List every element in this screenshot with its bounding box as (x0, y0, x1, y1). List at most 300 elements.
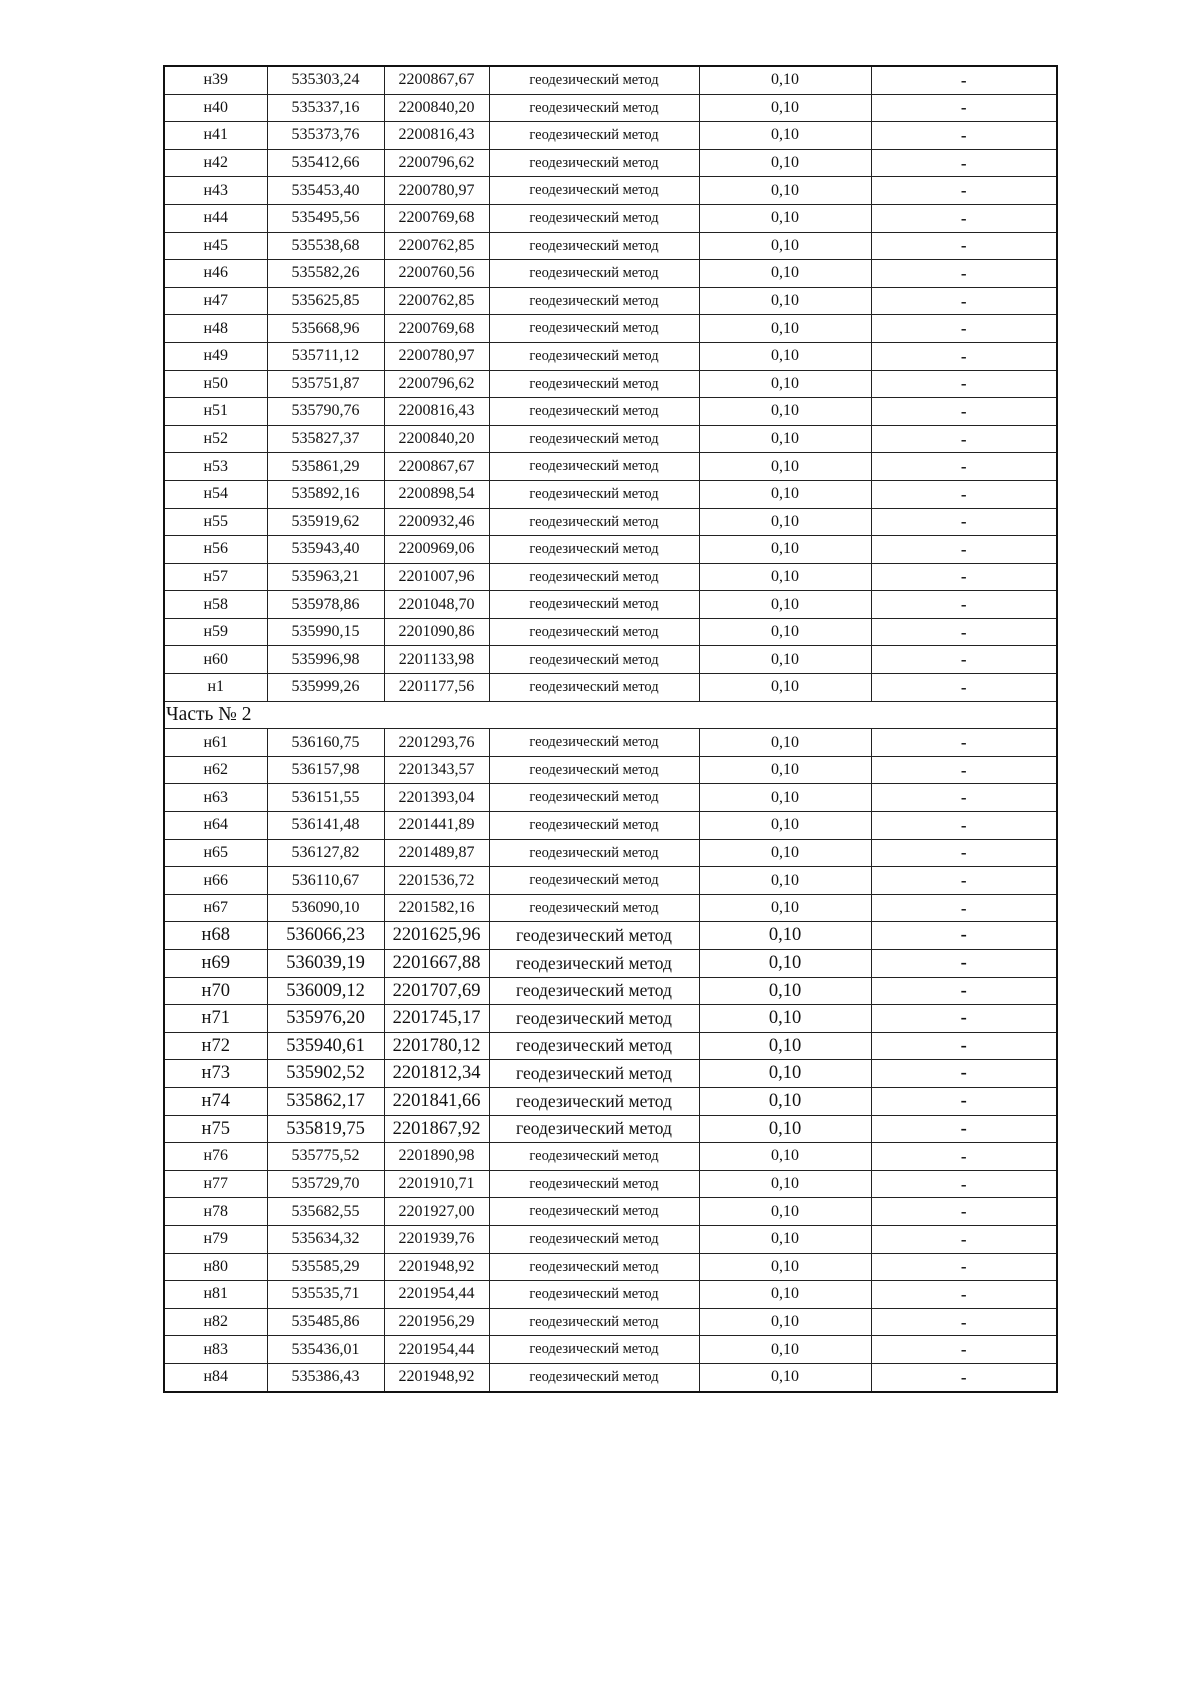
y-coordinate-cell: 2201939,76 (384, 1225, 489, 1253)
method-cell: геодезический метод (489, 867, 699, 895)
note-cell: - (871, 1143, 1057, 1171)
precision-cell: 0,10 (699, 784, 871, 812)
table-row (164, 1060, 1057, 1088)
y-coordinate-cell: 2201910,71 (384, 1170, 489, 1198)
method-cell: геодезический метод (489, 922, 699, 950)
precision-cell: 0,10 (699, 1143, 871, 1171)
x-coordinate-cell: 535976,20 (267, 1005, 384, 1033)
note-cell: - (871, 1253, 1057, 1281)
table-row (164, 232, 1057, 260)
x-coordinate-cell: 535412,66 (267, 149, 384, 177)
precision-cell: 0,10 (699, 563, 871, 591)
part-2-rows (164, 729, 1057, 1392)
method-cell: геодезический метод (489, 342, 699, 370)
y-coordinate-cell: 2201536,72 (384, 867, 489, 895)
y-coordinate-cell: 2201343,57 (384, 756, 489, 784)
coordinates-table (163, 65, 1058, 1393)
point-name-cell: н55 (164, 508, 267, 536)
y-coordinate-cell: 2201177,56 (384, 674, 489, 702)
method-cell: геодезический метод (489, 756, 699, 784)
y-coordinate-cell: 2201954,44 (384, 1336, 489, 1364)
precision-cell: 0,10 (699, 1060, 871, 1088)
point-name-cell: н68 (164, 922, 267, 950)
y-coordinate-cell: 2201890,98 (384, 1143, 489, 1171)
precision-cell: 0,10 (699, 618, 871, 646)
point-name-cell: н79 (164, 1225, 267, 1253)
table-row (164, 315, 1057, 343)
table-row (164, 398, 1057, 426)
method-cell: геодезический метод (489, 646, 699, 674)
x-coordinate-cell: 536066,23 (267, 922, 384, 950)
precision-cell: 0,10 (699, 1032, 871, 1060)
note-cell: - (871, 563, 1057, 591)
method-cell: геодезический метод (489, 839, 699, 867)
y-coordinate-cell: 2200932,46 (384, 508, 489, 536)
y-coordinate-cell: 2200898,54 (384, 480, 489, 508)
table-row (164, 1253, 1057, 1281)
point-name-cell: н1 (164, 674, 267, 702)
note-cell: - (871, 1363, 1057, 1391)
table-row (164, 370, 1057, 398)
note-cell: - (871, 1060, 1057, 1088)
point-name-cell: н52 (164, 425, 267, 453)
point-name-cell: н39 (164, 66, 267, 94)
precision-cell: 0,10 (699, 536, 871, 564)
method-cell: геодезический метод (489, 508, 699, 536)
method-cell: геодезический метод (489, 729, 699, 757)
precision-cell: 0,10 (699, 922, 871, 950)
point-name-cell: н40 (164, 94, 267, 122)
point-name-cell: н81 (164, 1281, 267, 1309)
method-cell: геодезический метод (489, 1060, 699, 1088)
note-cell: - (871, 1032, 1057, 1060)
precision-cell: 0,10 (699, 342, 871, 370)
point-name-cell: н62 (164, 756, 267, 784)
table-row (164, 646, 1057, 674)
precision-cell: 0,10 (699, 1363, 871, 1391)
x-coordinate-cell: 535919,62 (267, 508, 384, 536)
precision-cell: 0,10 (699, 1225, 871, 1253)
note-cell: - (871, 977, 1057, 1005)
table-row (164, 1032, 1057, 1060)
table-row (164, 536, 1057, 564)
precision-cell: 0,10 (699, 591, 871, 619)
method-cell: геодезический метод (489, 94, 699, 122)
table-row (164, 563, 1057, 591)
point-name-cell: н82 (164, 1308, 267, 1336)
point-name-cell: н76 (164, 1143, 267, 1171)
method-cell: геодезический метод (489, 480, 699, 508)
table-row (164, 480, 1057, 508)
point-name-cell: н49 (164, 342, 267, 370)
note-cell: - (871, 591, 1057, 619)
x-coordinate-cell: 535453,40 (267, 177, 384, 205)
x-coordinate-cell: 535943,40 (267, 536, 384, 564)
note-cell: - (871, 508, 1057, 536)
table-row (164, 342, 1057, 370)
method-cell: геодезический метод (489, 1336, 699, 1364)
method-cell: геодезический метод (489, 536, 699, 564)
precision-cell: 0,10 (699, 839, 871, 867)
table-row (164, 591, 1057, 619)
method-cell: геодезический метод (489, 591, 699, 619)
precision-cell: 0,10 (699, 1005, 871, 1033)
method-cell: геодезический метод (489, 177, 699, 205)
precision-cell: 0,10 (699, 94, 871, 122)
point-name-cell: н70 (164, 977, 267, 1005)
precision-cell: 0,10 (699, 1308, 871, 1336)
part-2-header (164, 701, 1057, 729)
point-name-cell: н56 (164, 536, 267, 564)
precision-cell: 0,10 (699, 398, 871, 426)
y-coordinate-cell: 2200969,06 (384, 536, 489, 564)
y-coordinate-cell: 2200796,62 (384, 149, 489, 177)
x-coordinate-cell: 535303,24 (267, 66, 384, 94)
precision-cell: 0,10 (699, 287, 871, 315)
note-cell: - (871, 674, 1057, 702)
table-row (164, 729, 1057, 757)
method-cell: геодезический метод (489, 370, 699, 398)
method-cell: геодезический метод (489, 1005, 699, 1033)
y-coordinate-cell: 2200816,43 (384, 398, 489, 426)
y-coordinate-cell: 2201133,98 (384, 646, 489, 674)
note-cell: - (871, 729, 1057, 757)
x-coordinate-cell: 535790,76 (267, 398, 384, 426)
note-cell: - (871, 1336, 1057, 1364)
point-name-cell: н66 (164, 867, 267, 895)
x-coordinate-cell: 535751,87 (267, 370, 384, 398)
point-name-cell: н61 (164, 729, 267, 757)
x-coordinate-cell: 535775,52 (267, 1143, 384, 1171)
x-coordinate-cell: 535963,21 (267, 563, 384, 591)
x-coordinate-cell: 535625,85 (267, 287, 384, 315)
method-cell: геодезический метод (489, 950, 699, 978)
point-name-cell: н63 (164, 784, 267, 812)
point-name-cell: н58 (164, 591, 267, 619)
x-coordinate-cell: 536160,75 (267, 729, 384, 757)
note-cell: - (871, 922, 1057, 950)
note-cell: - (871, 867, 1057, 895)
note-cell: - (871, 398, 1057, 426)
table-row (164, 812, 1057, 840)
note-cell: - (871, 1308, 1057, 1336)
point-name-cell: н65 (164, 839, 267, 867)
precision-cell: 0,10 (699, 1281, 871, 1309)
method-cell: геодезический метод (489, 398, 699, 426)
y-coordinate-cell: 2201582,16 (384, 894, 489, 922)
point-name-cell: н72 (164, 1032, 267, 1060)
method-cell: геодезический метод (489, 977, 699, 1005)
table-row (164, 287, 1057, 315)
method-cell: геодезический метод (489, 453, 699, 481)
x-coordinate-cell: 535729,70 (267, 1170, 384, 1198)
note-cell: - (871, 287, 1057, 315)
table-row (164, 618, 1057, 646)
table-row (164, 94, 1057, 122)
x-coordinate-cell: 535996,98 (267, 646, 384, 674)
section-title-row (164, 701, 1057, 729)
precision-cell: 0,10 (699, 646, 871, 674)
table-row (164, 894, 1057, 922)
precision-cell: 0,10 (699, 425, 871, 453)
y-coordinate-cell: 2200762,85 (384, 232, 489, 260)
x-coordinate-cell: 535827,37 (267, 425, 384, 453)
table-row (164, 756, 1057, 784)
x-coordinate-cell: 536110,67 (267, 867, 384, 895)
precision-cell: 0,10 (699, 370, 871, 398)
point-name-cell: н41 (164, 122, 267, 150)
note-cell: - (871, 1115, 1057, 1143)
precision-cell: 0,10 (699, 1087, 871, 1115)
method-cell: геодезический метод (489, 425, 699, 453)
method-cell: геодезический метод (489, 894, 699, 922)
method-cell: геодезический метод (489, 232, 699, 260)
table-row (164, 1198, 1057, 1226)
x-coordinate-cell: 535495,56 (267, 204, 384, 232)
note-cell: - (871, 342, 1057, 370)
precision-cell: 0,10 (699, 867, 871, 895)
table-row (164, 922, 1057, 950)
precision-cell: 0,10 (699, 453, 871, 481)
x-coordinate-cell: 535902,52 (267, 1060, 384, 1088)
precision-cell: 0,10 (699, 1170, 871, 1198)
table-row (164, 1336, 1057, 1364)
method-cell: геодезический метод (489, 1087, 699, 1115)
method-cell: геодезический метод (489, 1363, 699, 1391)
precision-cell: 0,10 (699, 894, 871, 922)
note-cell: - (871, 812, 1057, 840)
table-row (164, 950, 1057, 978)
point-name-cell: н73 (164, 1060, 267, 1088)
point-name-cell: н47 (164, 287, 267, 315)
precision-cell: 0,10 (699, 1253, 871, 1281)
section-title: Часть № 2 (164, 701, 1057, 729)
note-cell: - (871, 536, 1057, 564)
point-name-cell: н59 (164, 618, 267, 646)
method-cell: геодезический метод (489, 260, 699, 288)
precision-cell: 0,10 (699, 204, 871, 232)
x-coordinate-cell: 535711,12 (267, 342, 384, 370)
point-name-cell: н54 (164, 480, 267, 508)
table-row (164, 1308, 1057, 1336)
y-coordinate-cell: 2201293,76 (384, 729, 489, 757)
x-coordinate-cell: 535386,43 (267, 1363, 384, 1391)
table-row (164, 204, 1057, 232)
y-coordinate-cell: 2201948,92 (384, 1363, 489, 1391)
point-name-cell: н43 (164, 177, 267, 205)
x-coordinate-cell: 536127,82 (267, 839, 384, 867)
precision-cell: 0,10 (699, 977, 871, 1005)
point-name-cell: н60 (164, 646, 267, 674)
point-name-cell: н42 (164, 149, 267, 177)
y-coordinate-cell: 2200816,43 (384, 122, 489, 150)
point-name-cell: н77 (164, 1170, 267, 1198)
y-coordinate-cell: 2201780,12 (384, 1032, 489, 1060)
table-row (164, 1087, 1057, 1115)
x-coordinate-cell: 535436,01 (267, 1336, 384, 1364)
precision-cell: 0,10 (699, 756, 871, 784)
y-coordinate-cell: 2201867,92 (384, 1115, 489, 1143)
point-name-cell: н78 (164, 1198, 267, 1226)
table-row (164, 1363, 1057, 1391)
point-name-cell: н46 (164, 260, 267, 288)
point-name-cell: н67 (164, 894, 267, 922)
point-name-cell: н48 (164, 315, 267, 343)
note-cell: - (871, 839, 1057, 867)
precision-cell: 0,10 (699, 729, 871, 757)
method-cell: геодезический метод (489, 618, 699, 646)
method-cell: геодезический метод (489, 287, 699, 315)
note-cell: - (871, 1170, 1057, 1198)
note-cell: - (871, 204, 1057, 232)
method-cell: геодезический метод (489, 563, 699, 591)
table-row (164, 508, 1057, 536)
note-cell: - (871, 315, 1057, 343)
table-row (164, 1170, 1057, 1198)
y-coordinate-cell: 2200796,62 (384, 370, 489, 398)
precision-cell: 0,10 (699, 66, 871, 94)
point-name-cell: н84 (164, 1363, 267, 1391)
note-cell: - (871, 756, 1057, 784)
table-row (164, 867, 1057, 895)
method-cell: геодезический метод (489, 204, 699, 232)
x-coordinate-cell: 535585,29 (267, 1253, 384, 1281)
note-cell: - (871, 1225, 1057, 1253)
method-cell: геодезический метод (489, 1032, 699, 1060)
x-coordinate-cell: 536009,12 (267, 977, 384, 1005)
table-row (164, 1005, 1057, 1033)
table-row (164, 425, 1057, 453)
point-name-cell: н64 (164, 812, 267, 840)
table-row (164, 674, 1057, 702)
y-coordinate-cell: 2200769,68 (384, 204, 489, 232)
y-coordinate-cell: 2201393,04 (384, 784, 489, 812)
note-cell: - (871, 1198, 1057, 1226)
note-cell: - (871, 618, 1057, 646)
precision-cell: 0,10 (699, 1115, 871, 1143)
method-cell: геодезический метод (489, 149, 699, 177)
x-coordinate-cell: 535538,68 (267, 232, 384, 260)
precision-cell: 0,10 (699, 232, 871, 260)
y-coordinate-cell: 2201954,44 (384, 1281, 489, 1309)
point-name-cell: н51 (164, 398, 267, 426)
precision-cell: 0,10 (699, 480, 871, 508)
x-coordinate-cell: 536157,98 (267, 756, 384, 784)
precision-cell: 0,10 (699, 149, 871, 177)
method-cell: геодезический метод (489, 1308, 699, 1336)
point-name-cell: н57 (164, 563, 267, 591)
x-coordinate-cell: 535485,86 (267, 1308, 384, 1336)
y-coordinate-cell: 2201707,69 (384, 977, 489, 1005)
x-coordinate-cell: 535862,17 (267, 1087, 384, 1115)
y-coordinate-cell: 2201489,87 (384, 839, 489, 867)
table-row (164, 977, 1057, 1005)
method-cell: геодезический метод (489, 1143, 699, 1171)
note-cell: - (871, 646, 1057, 674)
note-cell: - (871, 1281, 1057, 1309)
note-cell: - (871, 480, 1057, 508)
table-row (164, 149, 1057, 177)
precision-cell: 0,10 (699, 674, 871, 702)
point-name-cell: н83 (164, 1336, 267, 1364)
note-cell: - (871, 94, 1057, 122)
precision-cell: 0,10 (699, 1198, 871, 1226)
y-coordinate-cell: 2200840,20 (384, 425, 489, 453)
note-cell: - (871, 1087, 1057, 1115)
table-row (164, 66, 1057, 94)
y-coordinate-cell: 2201441,89 (384, 812, 489, 840)
table-row (164, 1281, 1057, 1309)
note-cell: - (871, 1005, 1057, 1033)
table-row (164, 1115, 1057, 1143)
method-cell: геодезический метод (489, 784, 699, 812)
table-row (164, 1143, 1057, 1171)
method-cell: геодезический метод (489, 122, 699, 150)
table-row (164, 122, 1057, 150)
table-row (164, 839, 1057, 867)
x-coordinate-cell: 536151,55 (267, 784, 384, 812)
x-coordinate-cell: 535990,15 (267, 618, 384, 646)
x-coordinate-cell: 535940,61 (267, 1032, 384, 1060)
x-coordinate-cell: 535535,71 (267, 1281, 384, 1309)
precision-cell: 0,10 (699, 260, 871, 288)
note-cell: - (871, 122, 1057, 150)
x-coordinate-cell: 535819,75 (267, 1115, 384, 1143)
method-cell: геодезический метод (489, 1225, 699, 1253)
y-coordinate-cell: 2200769,68 (384, 315, 489, 343)
table-row (164, 1225, 1057, 1253)
x-coordinate-cell: 535668,96 (267, 315, 384, 343)
x-coordinate-cell: 535582,26 (267, 260, 384, 288)
y-coordinate-cell: 2201625,96 (384, 922, 489, 950)
y-coordinate-cell: 2201927,00 (384, 1198, 489, 1226)
y-coordinate-cell: 2201841,66 (384, 1087, 489, 1115)
point-name-cell: н74 (164, 1087, 267, 1115)
x-coordinate-cell: 536141,48 (267, 812, 384, 840)
note-cell: - (871, 425, 1057, 453)
x-coordinate-cell: 535978,86 (267, 591, 384, 619)
y-coordinate-cell: 2200762,85 (384, 287, 489, 315)
table-row (164, 260, 1057, 288)
method-cell: геодезический метод (489, 1253, 699, 1281)
method-cell: геодезический метод (489, 315, 699, 343)
precision-cell: 0,10 (699, 122, 871, 150)
x-coordinate-cell: 535999,26 (267, 674, 384, 702)
point-name-cell: н50 (164, 370, 267, 398)
method-cell: геодезический метод (489, 66, 699, 94)
x-coordinate-cell: 536090,10 (267, 894, 384, 922)
method-cell: геодезический метод (489, 1198, 699, 1226)
note-cell: - (871, 149, 1057, 177)
y-coordinate-cell: 2200840,20 (384, 94, 489, 122)
y-coordinate-cell: 2200780,97 (384, 342, 489, 370)
y-coordinate-cell: 2201956,29 (384, 1308, 489, 1336)
x-coordinate-cell: 536039,19 (267, 950, 384, 978)
method-cell: геодезический метод (489, 1170, 699, 1198)
precision-cell: 0,10 (699, 177, 871, 205)
precision-cell: 0,10 (699, 508, 871, 536)
x-coordinate-cell: 535337,16 (267, 94, 384, 122)
method-cell: геодезический метод (489, 1115, 699, 1143)
point-name-cell: н44 (164, 204, 267, 232)
point-name-cell: н75 (164, 1115, 267, 1143)
y-coordinate-cell: 2200867,67 (384, 453, 489, 481)
table-row (164, 453, 1057, 481)
point-name-cell: н69 (164, 950, 267, 978)
method-cell: геодезический метод (489, 1281, 699, 1309)
note-cell: - (871, 66, 1057, 94)
y-coordinate-cell: 2201812,34 (384, 1060, 489, 1088)
